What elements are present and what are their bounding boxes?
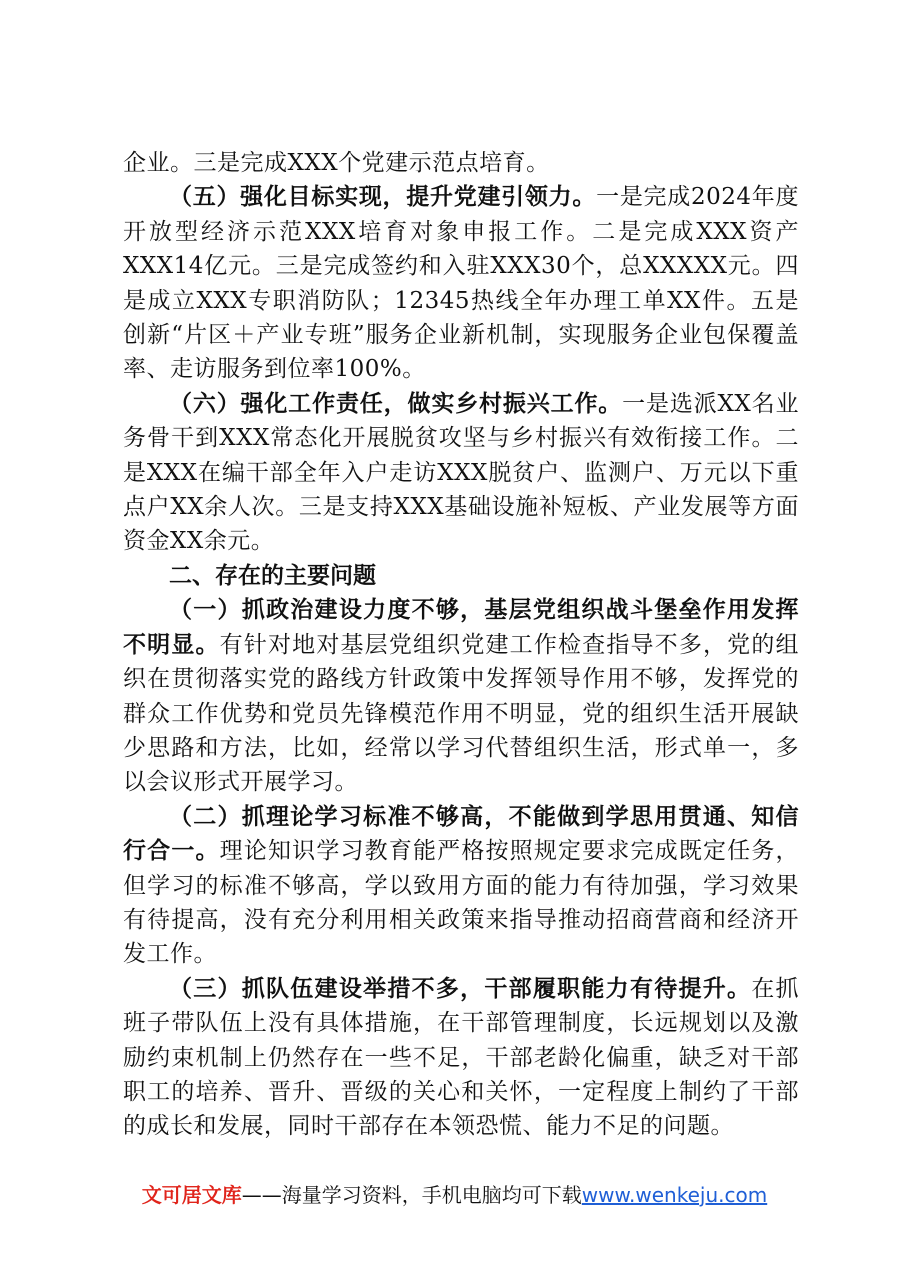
section-6-body: 一是选派XX名业务骨干到XXX常态化开展脱贫攻坚与乡村振兴有效衔接工作。二是XXX在编干部全年入户走访XXX脱贫户、监测户、万元以下重点户XX余人次。三是支持XXX基础设施补短板、产业发展等方面资金XX余元。: [123, 390, 800, 555]
section-5-heading: （五）强化目标实现，提升党建引领力。: [169, 183, 597, 211]
part-2-heading: 二、存在的主要问题: [169, 562, 376, 589]
problem-2-heading: （二）抓理论学习标准不够高，不能做到学思用贯通、知信行合一。: [123, 802, 799, 865]
problem-2-paragraph: [123, 800, 799, 972]
problem-1-heading: （一）抓政治建设力度不够，基层党组织战斗堡垒作用发挥不明显。: [123, 596, 799, 658]
section-6-paragraph: [123, 387, 799, 559]
problem-1-paragraph: [123, 593, 799, 799]
problem-1-body: 有针对地对基层党组织党建工作检查指导不多，党的组织在贯彻落实党的路线方针政策中发挥领导作用不够，发挥党的群众工作优势和党员先锋模范作用不明显，党的组织生活开展缺少思路和方法，比如，经常以学习代替组织生活，形式单一，多以会议形式开展学习。: [123, 631, 800, 796]
section-5-body: 一是完成2024年度开放型经济示范XXX培育对象申报工作。二是完成XXX资产XXX14亿元。三是完成签约和入驻XXX30个，总XXXXX元。四是成立XXX专职消防队；12345热线全年办理工单XX件。五是创新“片区＋产业专班”服务企业新机制，实现服务企业包保覆盖率、走访服务到位率100%。: [123, 184, 799, 383]
section-5-paragraph: [123, 180, 799, 386]
problem-3-paragraph: [123, 972, 799, 1144]
section-6-heading: （六）强化工作责任，做实乡村振兴工作。: [169, 389, 623, 417]
intro-line: 企业。三是完成XXX个党建示范点培育。: [123, 150, 550, 176]
problem-2-body: 理论知识学习教育能严格按照规定要求完成既定任务，但学习的标准不够高，学以致用方面的能力有待加强，学习效果有待提高，没有充分利用相关政策来指导推动招商营商和经济开发工作。: [123, 838, 800, 968]
footer-brand: 文可居文库: [141, 1183, 242, 1207]
problem-3-heading: （三）抓队伍建设举措不多，干部履职能力有待提升。: [169, 974, 752, 1002]
footer-banner: [0, 1181, 909, 1209]
problem-3-body: 在抓班子带队伍上没有具体措施，在干部管理制度，长远规划以及激励约束机制上仍然存在一些不足，干部老龄化偏重，缺乏对干部职工的培养、晋升、晋级的关心和关怀，一定程度上制约了干部的成长和发展，同时干部存在本领恐慌、能力不足的问题。: [123, 975, 800, 1140]
footer-slogan: ——海量学习资料，手机电脑均可下载: [241, 1183, 582, 1207]
document-page: [123, 146, 799, 1144]
footer-link[interactable]: www.wenkeju.com: [581, 1183, 768, 1207]
